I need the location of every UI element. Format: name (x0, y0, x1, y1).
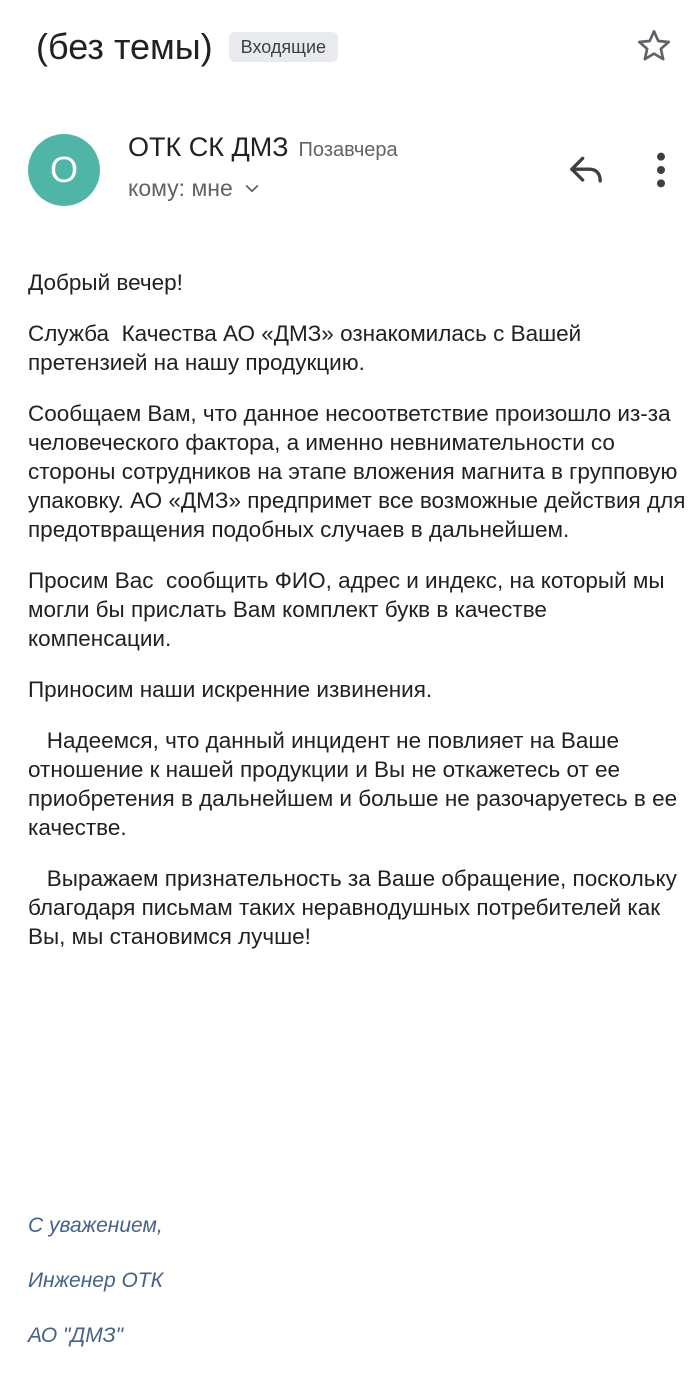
recipient-toggle[interactable] (128, 175, 398, 202)
body-paragraph: Выражаем признательность за Ваше обращение, поскольку благодаря письмам таких неравнодушных потребителей как Вы, мы становимся лучше! (28, 866, 684, 949)
sender-info (128, 132, 398, 202)
sender-avatar[interactable] (28, 134, 100, 206)
chevron-down-icon (243, 180, 261, 198)
body-paragraph: Добрый вечер! (28, 270, 183, 295)
signature-position: Инженер ОТК (28, 1269, 163, 1292)
message-date: Позавчера (298, 139, 398, 161)
sender-name: ОТК СК ДМЗ (128, 132, 289, 162)
message-body (28, 268, 692, 973)
subject-title: (без темы) (36, 26, 213, 67)
signature (28, 1210, 163, 1375)
body-paragraph: Приносим наши искренние извинения. (28, 677, 433, 702)
signature-closing: С уважением, (28, 1214, 163, 1237)
star-outline-icon[interactable] (634, 26, 674, 66)
body-paragraph: Сообщаем Вам, что данное несоответствие произошло из-за человеческого фактора, а именно невнимательности со стороны сотрудников на этапе вложения магнита в групповую упаковку. АО «ДМЗ» предпримет все возможные действия для предотвращения подобных случаев в дальнейшем. (28, 401, 692, 542)
inbox-label-chip[interactable]: Входящие (229, 32, 338, 62)
recipient-text: кому: мне (128, 175, 233, 201)
reply-icon[interactable] (566, 150, 606, 190)
subject-header (36, 22, 680, 72)
body-paragraph: Просим Вас сообщить ФИО, адрес и индекс, на который мы могли бы прислать Вам комплект букв в качестве компенсации. (28, 568, 671, 651)
avatar-letter: О (49, 149, 78, 190)
body-paragraph: Служба Качества АО «ДМЗ» ознакомилась с Вашей претензией на нашу продукцию. (28, 321, 588, 375)
more-vert-icon[interactable] (650, 150, 672, 190)
signature-company: АО "ДМЗ" (28, 1324, 124, 1347)
body-paragraph: Надеемся, что данный инцидент не повлияет на Ваше отношение к нашей продукции и Вы не откажетесь от ее приобретения в дальнейшем и больше не разочаруетесь в ее качестве. (28, 728, 684, 840)
